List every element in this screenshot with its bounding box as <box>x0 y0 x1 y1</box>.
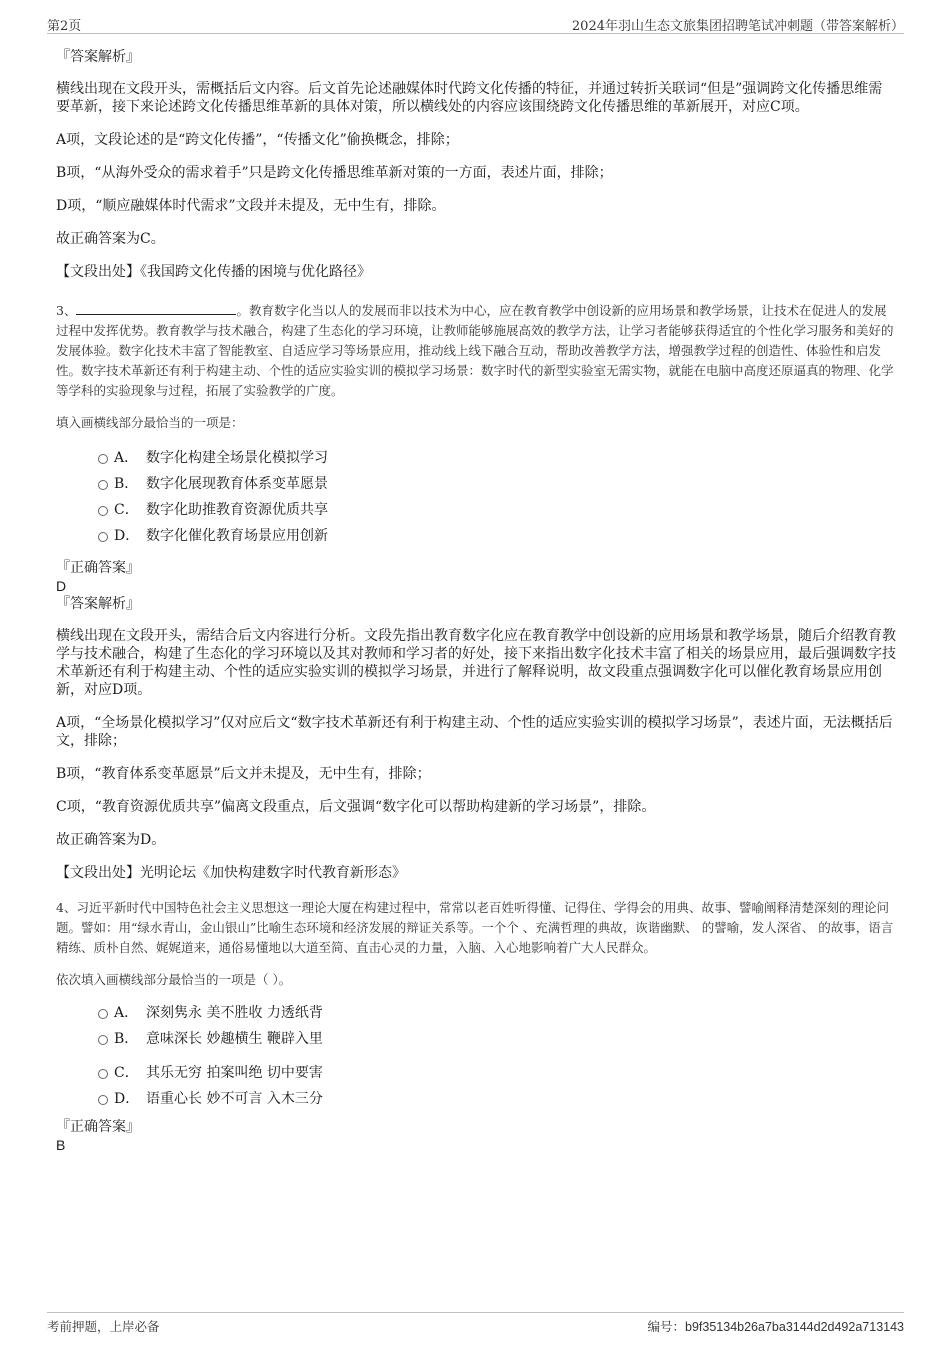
radio-button-icon[interactable] <box>98 480 108 490</box>
analysis-conclusion: 故正确答案为D。 <box>56 832 166 848</box>
option-d[interactable]: D． 数字化催化教育场景应用创新 <box>56 523 896 549</box>
radio-button-icon[interactable] <box>98 1095 108 1105</box>
analysis-label: 『答案解析』 <box>56 596 140 612</box>
analysis-conclusion: 故正确答案为C。 <box>56 231 165 247</box>
option-c[interactable]: C． 数字化助推教育资源优质共享 <box>56 497 896 523</box>
radio-button-icon[interactable] <box>98 1009 108 1019</box>
question-3-options <box>56 445 896 549</box>
correct-answer-label: 『正确答案』 <box>56 560 140 576</box>
page-footer <box>47 1312 904 1333</box>
question-3-text: 3、 。教育数字化当以人的发展而非以技术为中心，应在教育教学中创设新的应用场景和教学场景，让技术在促进人的发展过程中发挥优势。教育教学与技术融合，构建了生态化的学习环境，让教师能够施展高效的教学方法，让学习者能够获得适宜的个性化学习服务和美好的发展体验。数字化技术丰富了智能教室、自适应学习等场景应用，推动线上线下融合互动，帮助改善教学方法，增强教学过程的创造性、体验性和启发性。数字技术革新还有利于构建主动、个性的适应实验实训的模拟学习场景：数字时代的新型实验室无需实物，就能在电脑中高度还原逼真的物理、化学等学科的实验现象与过程，拓展了实验教学的广度。 <box>56 303 894 398</box>
correct-answer: D <box>56 578 67 594</box>
option-d[interactable]: D． 语重心长 妙不可言 入木三分 <box>56 1086 896 1112</box>
document-code: 编号：b9f35134b26a7ba3144d2d492a713143 <box>647 1319 904 1334</box>
radio-button-icon[interactable] <box>98 454 108 464</box>
analysis-option-d: D项，“顺应融媒体时代需求”文段并未提及，无中生有，排除。 <box>56 198 446 214</box>
analysis-source: 【文段出处】《我国跨文化传播的困境与优化路径》 <box>56 264 371 280</box>
correct-answer: B <box>56 1137 66 1153</box>
radio-button-icon[interactable] <box>98 1035 108 1045</box>
analysis-paragraph: 横线出现在文段开头，需结合后文内容进行分析。文段先指出教育数字化应在教育教学中创设新的应用场景和教学场景，随后介绍教育教学与技术融合，构建了生态化的学习环境以及其对教师和学习者的好处，接下来指出数字化技术丰富了相关的场景应用，最后强调数字技术革新还有利于构建主动、个性的适应实验实训的模拟学习场景，并进行了解释说明，故文段重点强调数字化可以催化教育场景应用创新，对应D项。 <box>56 628 896 698</box>
question-4-prompt: 依次填入画横线部分最恰当的一项是（ ）。 <box>56 972 292 987</box>
question-4-options <box>56 1000 896 1112</box>
analysis-option-a: A项，文段论述的是“跨文化传播”，“传播文化”偷换概念，排除； <box>56 132 459 148</box>
footer-slogan: 考前押题，上岸必备 <box>47 1319 160 1334</box>
page-header <box>47 13 904 34</box>
radio-button-icon[interactable] <box>98 1069 108 1079</box>
analysis-option-a: A项，“全场景化模拟学习”仅对应后文“数字技术革新还有利于构建主动、个性的适应实验实训的模拟学习场景”，表述片面，无法概括后文，排除； <box>56 715 893 749</box>
option-b[interactable]: B． 数字化展现教育体系变革愿景 <box>56 471 896 497</box>
option-b[interactable]: B． 意味深长 妙趣横生 鞭辟入里 <box>56 1026 896 1052</box>
analysis-option-b: B项，“从海外受众的需求着手”只是跨文化传播思维革新对策的一方面，表述片面，排除； <box>56 165 613 181</box>
analysis-option-b: B项，“教育体系变革愿景”后文并未提及，无中生有，排除； <box>56 766 431 782</box>
question-3-prompt: 填入画横线部分最恰当的一项是： <box>56 415 244 430</box>
analysis-paragraph: 横线出现在文段开头，需概括后文内容。后文首先论述融媒体时代跨文化传播的特征，并通过转折关联词“但是”强调跨文化传播思维需要革新，接下来论述跨文化传播思维革新的具体对策，所以横线处的内容应该围绕跨文化传播思维的革新展开，对应C项。 <box>56 81 883 115</box>
analysis-label: 『答案解析』 <box>56 49 140 65</box>
analysis-source: 【文段出处】光明论坛《加快构建数字时代教育新形态》 <box>56 865 406 881</box>
document-title: 2024年羽山生态文旅集团招聘笔试冲刺题（带答案解析） <box>571 19 904 34</box>
option-a[interactable]: A． 深刻隽永 美不胜收 力透纸背 <box>56 1000 896 1026</box>
page-number: 第2页 <box>47 19 82 34</box>
radio-button-icon[interactable] <box>98 506 108 516</box>
option-c[interactable]: C． 其乐无穷 拍案叫绝 切中要害 <box>56 1060 896 1086</box>
page-content <box>56 38 896 1154</box>
fill-blank <box>76 302 236 315</box>
radio-button-icon[interactable] <box>98 532 108 542</box>
question-4-text: 4、习近平新时代中国特色社会主义思想这一理论大厦在构建过程中，常常以老百姓听得懂、记得住、学得会的用典、故事、譬喻阐释清楚深刻的理论问题。譬如：用“绿水青山，金山银山”比喻生态环境和经济发展的辩证关系等。一个个 、充满哲理的典故，诙谐幽默、 的譬喻，发人深省、 的故事，语言精练、质朴自然、娓娓道来，通俗易懂地以大道至简、直击心灵的力量，入脑、入心地影响着广大人民群众。 <box>56 900 894 955</box>
option-a[interactable]: A． 数字化构建全场景化模拟学习 <box>56 445 896 471</box>
analysis-option-c: C项，“教育资源优质共享”偏离文段重点，后文强调“数字化可以帮助构建新的学习场景”，排除。 <box>56 799 656 815</box>
correct-answer-label: 『正确答案』 <box>56 1119 140 1135</box>
